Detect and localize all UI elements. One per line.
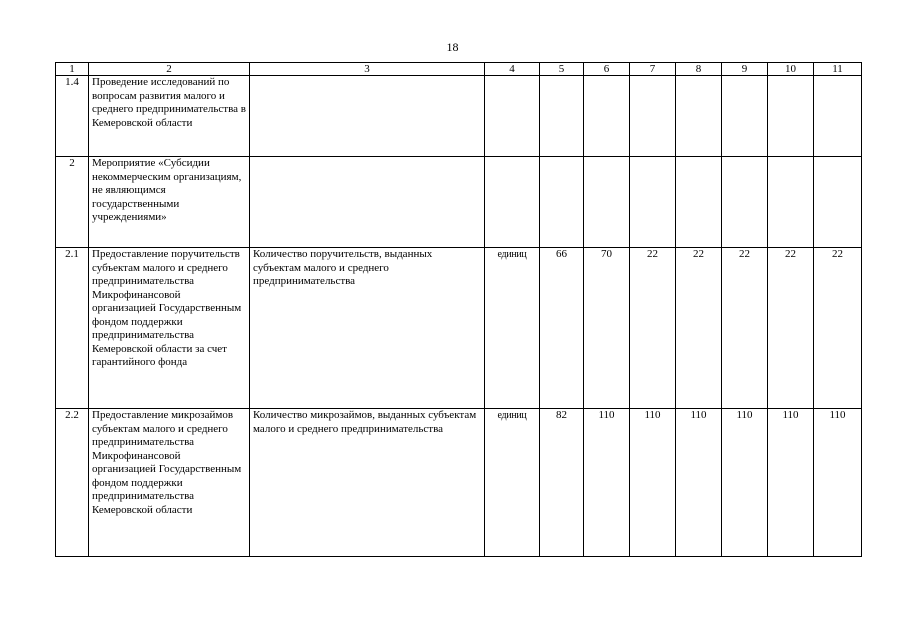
row-number: 2.2 bbox=[56, 409, 89, 557]
column-header: 11 bbox=[814, 63, 862, 76]
column-header: 7 bbox=[630, 63, 676, 76]
row-number: 2 bbox=[56, 157, 89, 248]
indicator-name: Количество поручительств, выданных субъектам малого и среднего предпринимательства bbox=[250, 248, 485, 409]
event-name: Мероприятие «Субсидии некоммерческим организациям, не являющимся государственными учреждениями» bbox=[89, 157, 250, 248]
value-cell bbox=[768, 76, 814, 157]
value-cell: 110 bbox=[630, 409, 676, 557]
value-cell bbox=[722, 157, 768, 248]
row-number: 1.4 bbox=[56, 76, 89, 157]
value-cell: 110 bbox=[768, 409, 814, 557]
value-cell bbox=[814, 76, 862, 157]
unit bbox=[485, 76, 540, 157]
column-header: 1 bbox=[56, 63, 89, 76]
table-row bbox=[56, 76, 862, 157]
value-cell bbox=[630, 76, 676, 157]
column-header: 9 bbox=[722, 63, 768, 76]
event-name: Предоставление микрозаймов субъектам малого и среднего предпринимательства Микрофинансовой организацией Государственным фондом поддержки предпринимательства Кемеровской области bbox=[89, 409, 250, 557]
value-cell: 110 bbox=[584, 409, 630, 557]
value-cell: 22 bbox=[676, 248, 722, 409]
column-header: 4 bbox=[485, 63, 540, 76]
value-cell bbox=[676, 76, 722, 157]
indicator-name bbox=[250, 76, 485, 157]
value-cell bbox=[676, 157, 722, 248]
value-cell: 22 bbox=[630, 248, 676, 409]
table-row bbox=[56, 409, 862, 557]
unit bbox=[485, 157, 540, 248]
column-header: 8 bbox=[676, 63, 722, 76]
value-cell: 66 bbox=[540, 248, 584, 409]
indicator-name: Количество микрозаймов, выданных субъектам малого и среднего предпринимательства bbox=[250, 409, 485, 557]
value-cell: 22 bbox=[814, 248, 862, 409]
column-header: 6 bbox=[584, 63, 630, 76]
value-cell bbox=[722, 76, 768, 157]
indicator-name bbox=[250, 157, 485, 248]
page-number: 18 bbox=[446, 40, 459, 54]
table-row bbox=[56, 157, 862, 248]
column-header: 2 bbox=[89, 63, 250, 76]
unit: единиц bbox=[485, 409, 540, 557]
value-cell bbox=[540, 157, 584, 248]
value-cell bbox=[814, 157, 862, 248]
program-indicators-table bbox=[55, 62, 862, 557]
column-header: 5 bbox=[540, 63, 584, 76]
value-cell bbox=[768, 157, 814, 248]
value-cell: 70 bbox=[584, 248, 630, 409]
event-name: Предоставление поручительств субъектам малого и среднего предпринимательства Микрофинансовой организацией Государственным фондом поддержки предпринимательства Кемеровской области за счет гарантийного фонда bbox=[89, 248, 250, 409]
value-cell: 22 bbox=[768, 248, 814, 409]
value-cell bbox=[630, 157, 676, 248]
value-cell: 110 bbox=[676, 409, 722, 557]
unit: единиц bbox=[485, 248, 540, 409]
event-name: Проведение исследований по вопросам развития малого и среднего предпринимательства в Кемеровской области bbox=[89, 76, 250, 157]
value-cell bbox=[584, 76, 630, 157]
table-row bbox=[56, 248, 862, 409]
value-cell bbox=[584, 157, 630, 248]
column-header: 10 bbox=[768, 63, 814, 76]
value-cell: 22 bbox=[722, 248, 768, 409]
column-header: 3 bbox=[250, 63, 485, 76]
value-cell: 110 bbox=[814, 409, 862, 557]
row-number: 2.1 bbox=[56, 248, 89, 409]
value-cell bbox=[540, 76, 584, 157]
value-cell: 82 bbox=[540, 409, 584, 557]
column-number-row bbox=[56, 63, 862, 76]
value-cell: 110 bbox=[722, 409, 768, 557]
